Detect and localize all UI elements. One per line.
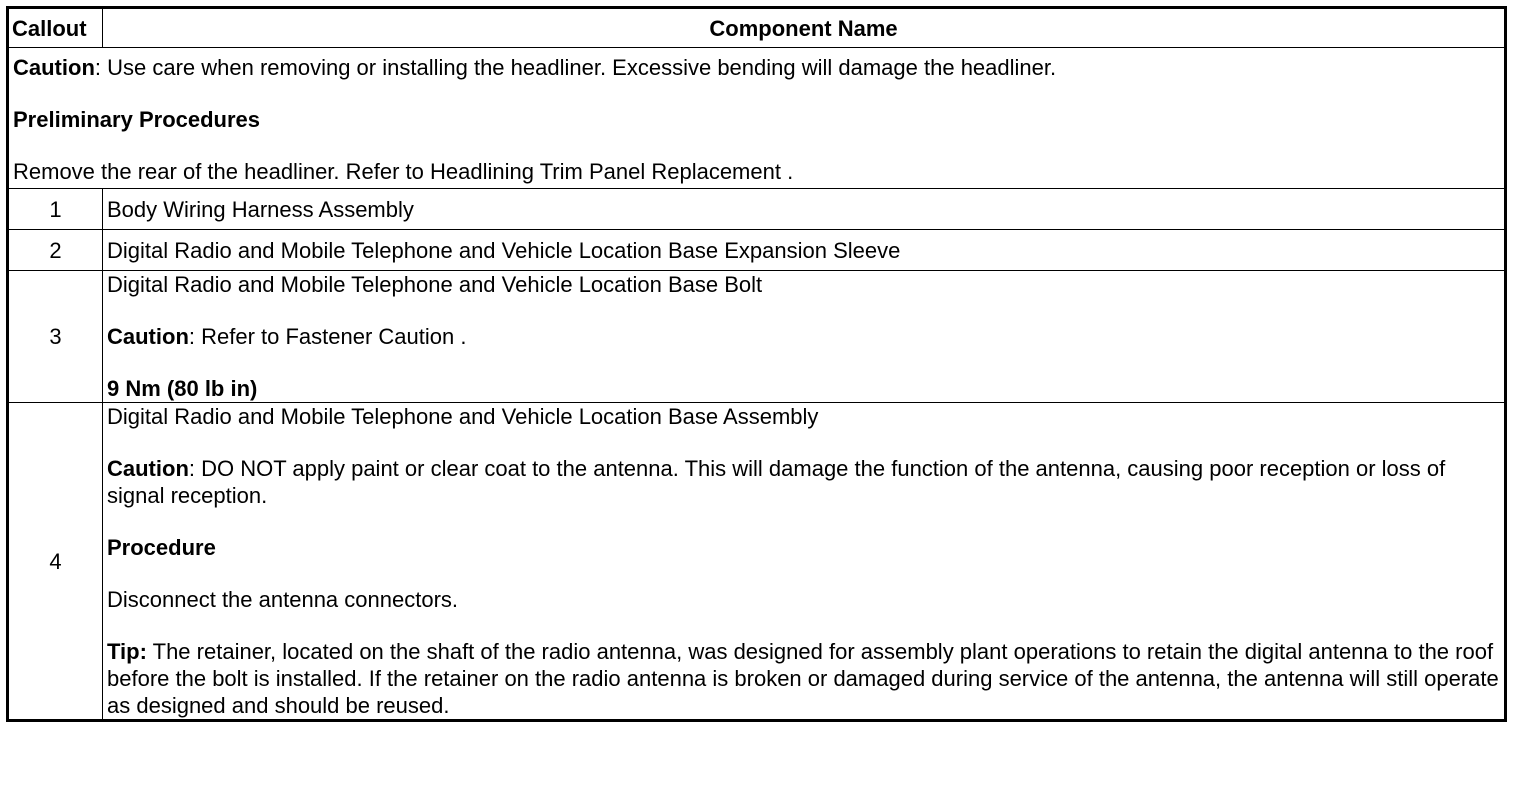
caution-label: Caution [107,456,189,481]
component-table [6,6,1507,722]
procedure-heading: Procedure [107,535,216,560]
callout-header: Callout [8,8,103,48]
component-name-header: Component Name [103,8,1506,48]
component-name: Digital Radio and Mobile Telephone and Vehicle Location Base Expansion Sleeve [103,230,1506,271]
component-name: Digital Radio and Mobile Telephone and Vehicle Location Base Assembly [107,404,819,429]
callout-number: 1 [8,189,103,230]
table-row [8,189,1506,230]
callout-number: 2 [8,230,103,271]
intro-caution-text: : Use care when removing or installing the headliner. Excessive bending will damage the headliner. [94,55,1057,80]
preliminary-text: Remove the rear of the headliner. Refer to Headlining Trim Panel Replacement . [13,159,794,184]
callout-number: 4 [8,403,103,721]
callout-number: 3 [8,271,103,403]
table-row [8,271,1506,403]
intro-caution [13,54,1500,81]
component-caution [107,455,1500,509]
tip-label: Tip: [107,639,147,664]
table-row [8,403,1506,721]
intro-caution-label: Caution [13,55,95,80]
preliminary-heading: Preliminary Procedures [13,107,261,132]
tip-note [107,638,1500,719]
caution-text: : Refer to Fastener Caution . [188,324,467,349]
intro-row [8,48,1506,189]
intro-cell [8,48,1506,189]
procedure-text: Disconnect the antenna connectors. [107,587,459,612]
header-row [8,8,1506,48]
caution-text: : DO NOT apply paint or clear coat to the antenna. This will damage the function of the antenna, causing poor reception or loss of signal reception. [107,456,1446,508]
caution-label: Caution [107,324,189,349]
component-caution [107,323,1500,350]
component-name: Body Wiring Harness Assembly [103,189,1506,230]
component-detail-cell [103,403,1506,721]
component-detail-cell [103,271,1506,403]
component-name: Digital Radio and Mobile Telephone and Vehicle Location Base Bolt [107,272,763,297]
table-row [8,230,1506,271]
tip-text: The retainer, located on the shaft of the radio antenna, was designed for assembly plant operations to retain the digital antenna to the roof before the bolt is installed. If the retainer on the radio antenna is broken or damaged during service of the antenna, the antenna will still operate as designed and should be reused. [107,639,1499,718]
torque-spec: 9 Nm (80 lb in) [107,376,258,401]
